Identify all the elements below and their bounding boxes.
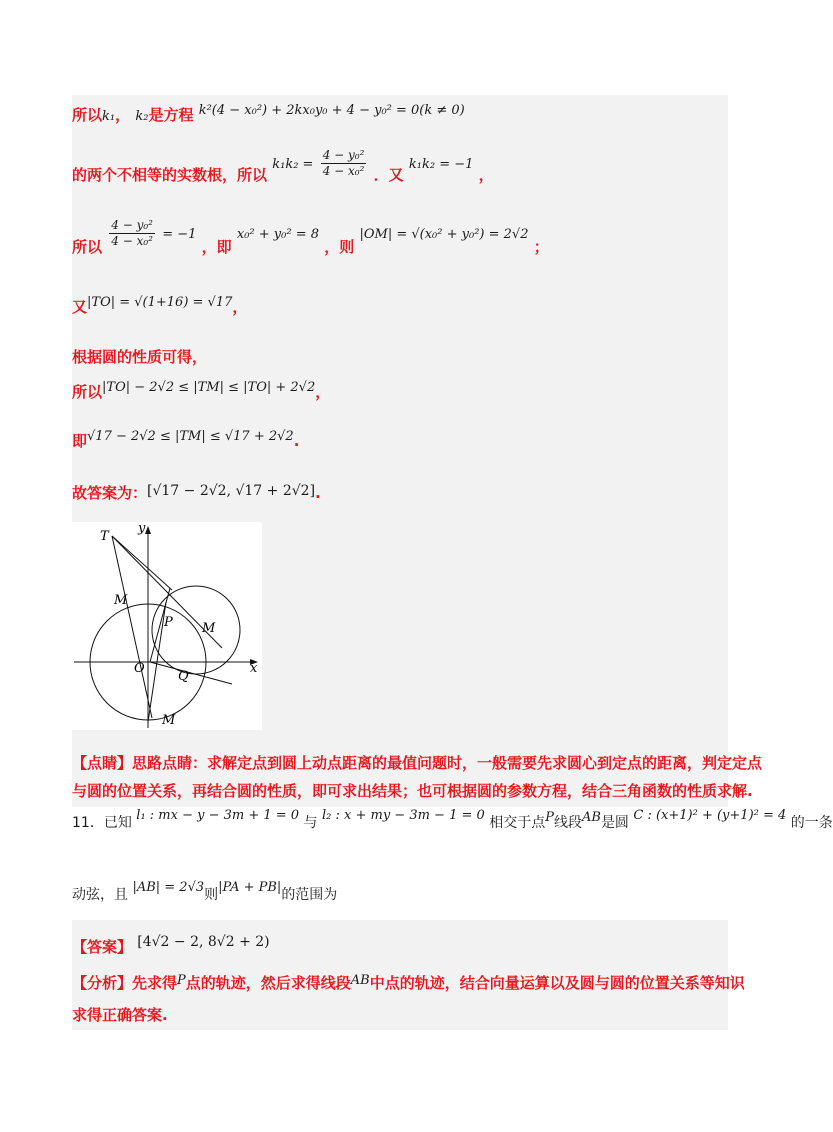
label-x: x	[250, 661, 258, 676]
fraction	[109, 218, 155, 249]
line-q	[150, 662, 232, 684]
text: .	[293, 432, 300, 450]
numerator: 4 − y₀²	[111, 218, 153, 232]
math: P	[545, 810, 554, 825]
text: ，	[115, 106, 131, 124]
text: 即	[72, 432, 88, 450]
text: 的一条	[790, 815, 833, 831]
text: 线段	[553, 815, 582, 831]
text: 与	[303, 815, 318, 831]
math-vector-sum: |PA + PB|	[218, 880, 282, 895]
text: ，	[315, 383, 331, 401]
y-axis-arrow	[145, 526, 151, 534]
math: |TO| − 2√2 ≤ |TM| ≤ |TO| + 2√2	[102, 380, 316, 395]
label-o: O	[134, 661, 145, 676]
question-line-2	[72, 880, 338, 904]
question-line-1	[72, 808, 833, 832]
denominator: 4 − x₀²	[111, 234, 153, 248]
solution-line-3	[72, 218, 549, 256]
math: AB	[350, 973, 370, 988]
label-p: P	[164, 615, 173, 630]
text: ；	[533, 238, 549, 256]
text: 的范围为	[281, 887, 338, 903]
text: 的两个不相等的实数根，所以	[72, 166, 268, 184]
text: ，则	[324, 238, 355, 256]
solution-line-7	[72, 430, 299, 451]
math-k1k2-product: k₁k₂ = −1	[408, 157, 474, 172]
answer-label: 【答案】	[72, 938, 133, 956]
figure-svg	[72, 522, 262, 730]
math-circle: C : (x+1)² + (y+1)² = 4	[633, 808, 787, 823]
text: 所以	[72, 106, 103, 124]
answer-line	[72, 930, 270, 956]
numerator: 4 − y₀²	[322, 148, 365, 162]
solution-line-2	[72, 148, 494, 184]
label-m-right: M	[202, 621, 216, 636]
fraction	[321, 148, 367, 179]
text: ，	[232, 298, 248, 316]
text: ，	[478, 166, 494, 184]
label-y: y	[138, 521, 146, 536]
denominator: 4 − x₀²	[322, 164, 365, 178]
math: |OM| = √(x₀² + y₀²) = 2√2	[359, 227, 529, 242]
solution-line-8	[72, 482, 321, 503]
text: ．又	[373, 166, 404, 184]
label-m-left: M	[114, 593, 128, 608]
solution-line-5: 根据圆的性质可得，	[72, 348, 208, 366]
text: 点的轨迹，然后求得线段	[185, 974, 351, 992]
text: 所以	[72, 238, 103, 256]
math: |AB| = 2√3	[132, 880, 205, 895]
analysis-line-2: 求得正确答案.	[72, 1006, 168, 1024]
geometry-figure	[72, 522, 262, 730]
math-k1k2: k₁k₂ =	[272, 157, 314, 172]
solution-line-6	[72, 381, 330, 402]
text: ，即	[201, 238, 232, 256]
math-l1: l₁ : mx − y − 3m + 1 = 0	[136, 808, 300, 823]
line-t-lower	[112, 536, 152, 718]
math: AB	[581, 810, 601, 825]
text: 相交于点	[489, 815, 546, 831]
text: 则	[204, 887, 219, 903]
analysis-line-1	[72, 972, 745, 993]
math: √17 − 2√2 ≤ |TM| ≤ √17 + 2√2	[87, 429, 294, 444]
label-q: Q	[178, 669, 189, 684]
text: 动弦，且	[72, 887, 128, 903]
text: 是方程	[148, 106, 194, 124]
math: P	[177, 973, 186, 988]
comment-line-1: 【点睛】思路点睛：求解定点到圆上动点距离的最值问题时，一般需要先求圆心到定点的距离，判定定点	[72, 754, 763, 772]
math-k2: k₂	[135, 109, 149, 124]
math-l2: l₂ : x + my − 3m − 1 = 0	[321, 808, 485, 823]
text: 先求得	[132, 974, 178, 992]
math: = −1	[162, 227, 197, 242]
solution-line-1	[72, 104, 465, 125]
label-m-bottom: M	[162, 713, 176, 728]
text: 所以	[72, 383, 103, 401]
line-t-upper	[112, 536, 172, 590]
analysis-label: 【分析】	[72, 974, 133, 992]
solution-line-4	[72, 296, 247, 317]
text: 11．已知	[72, 815, 132, 831]
answer-math: [4√2 − 2, 8√2 + 2)	[137, 934, 270, 950]
text: 中点的轨迹，结合向量运算以及圆与圆的位置关系等知识	[369, 974, 745, 992]
math-answer: [√17 − 2√2, √17 + 2√2]	[147, 483, 316, 499]
math: x₀² + y₀² = 8	[236, 227, 319, 242]
math-k1: k₁	[102, 109, 116, 124]
comment-line-2: 与圆的位置关系，再结合圆的性质，即可求出结果；也可根据圆的参数方程，结合三角函数的性质求解.	[72, 782, 753, 800]
math-equation: k²(4 − x₀²) + 2kx₀y₀ + 4 − y₀² = 0(k ≠ 0)	[198, 103, 465, 118]
math: |TO| = √(1+16) = √17	[87, 295, 233, 310]
text: 是圆	[600, 815, 629, 831]
label-t: T	[100, 529, 109, 544]
text: 又	[72, 298, 88, 316]
text: 故答案为：	[72, 484, 148, 502]
text: .	[315, 484, 321, 502]
